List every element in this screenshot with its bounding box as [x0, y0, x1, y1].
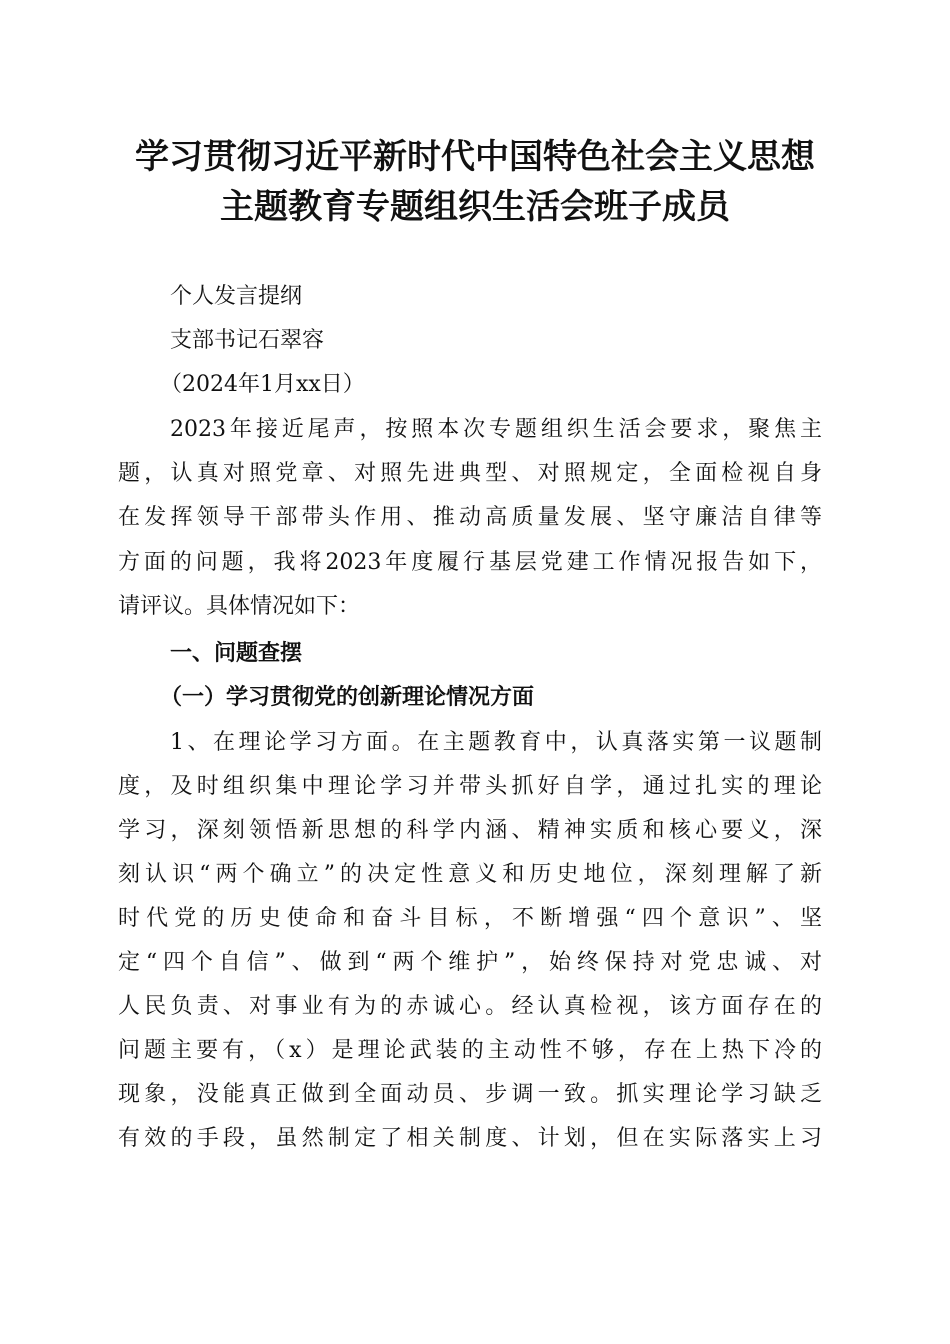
- paragraph-line: 时代党的历史使命和奋斗目标，不断增强“四个意识”、坚: [118, 906, 822, 931]
- date: （2024年1月xx日）: [160, 372, 365, 397]
- paragraph-line: 题，认真对照党章、对照先进典型、对照规定，全面检视自身: [118, 461, 822, 486]
- paragraph-line: 有效的手段，虽然制定了相关制度、计划，但在实际落实上习: [118, 1126, 822, 1151]
- paragraph-line: 问题主要有，（x）是理论武装的主动性不够，存在上热下冷的: [118, 1038, 822, 1063]
- paragraph-line: 在发挥领导干部带头作用、推动高质量发展、坚守廉洁自律等: [118, 505, 822, 530]
- paragraph-line: 2023年接近尾声，按照本次专题组织生活会要求，聚焦主: [170, 417, 822, 442]
- document-title-line-1: 学习贯彻习近平新时代中国特色社会主义思想: [135, 137, 815, 177]
- paragraph-line: 请评议。具体情况如下：: [118, 594, 361, 619]
- paragraph-line: 方面的问题，我将2023年度履行基层党建工作情况报告如下，: [118, 550, 822, 575]
- paragraph-line: 现象，没能真正做到全面动员、步调一致。抓实理论学习缺乏: [118, 1082, 822, 1107]
- document-title-line-2: 主题教育专题组织生活会班子成员: [220, 187, 730, 227]
- paragraph-line: 度，及时组织集中理论学习并带头抓好自学，通过扎实的理论: [118, 774, 822, 799]
- paragraph-line: 学习，深刻领悟新思想的科学内涵、精神实质和核心要义，深: [118, 818, 822, 843]
- subsection-heading: （一）学习贯彻党的创新理论情况方面: [160, 684, 535, 710]
- subtitle: 个人发言提纲: [170, 284, 303, 309]
- paragraph-line: 刻认识“两个确立”的决定性意义和历史地位，深刻理解了新: [118, 862, 822, 887]
- paragraph-line: 定“四个自信”、做到“两个维护”，始终保持对党忠诚、对: [118, 950, 822, 975]
- paragraph-line: 人民负责、对事业有为的赤诚心。经认真检视，该方面存在的: [118, 994, 822, 1019]
- section-heading: 一、问题查摆: [170, 640, 303, 666]
- paragraph-line: 1、在理论学习方面。在主题教育中，认真落实第一议题制: [170, 730, 822, 755]
- author: 支部书记石翠容: [170, 328, 325, 353]
